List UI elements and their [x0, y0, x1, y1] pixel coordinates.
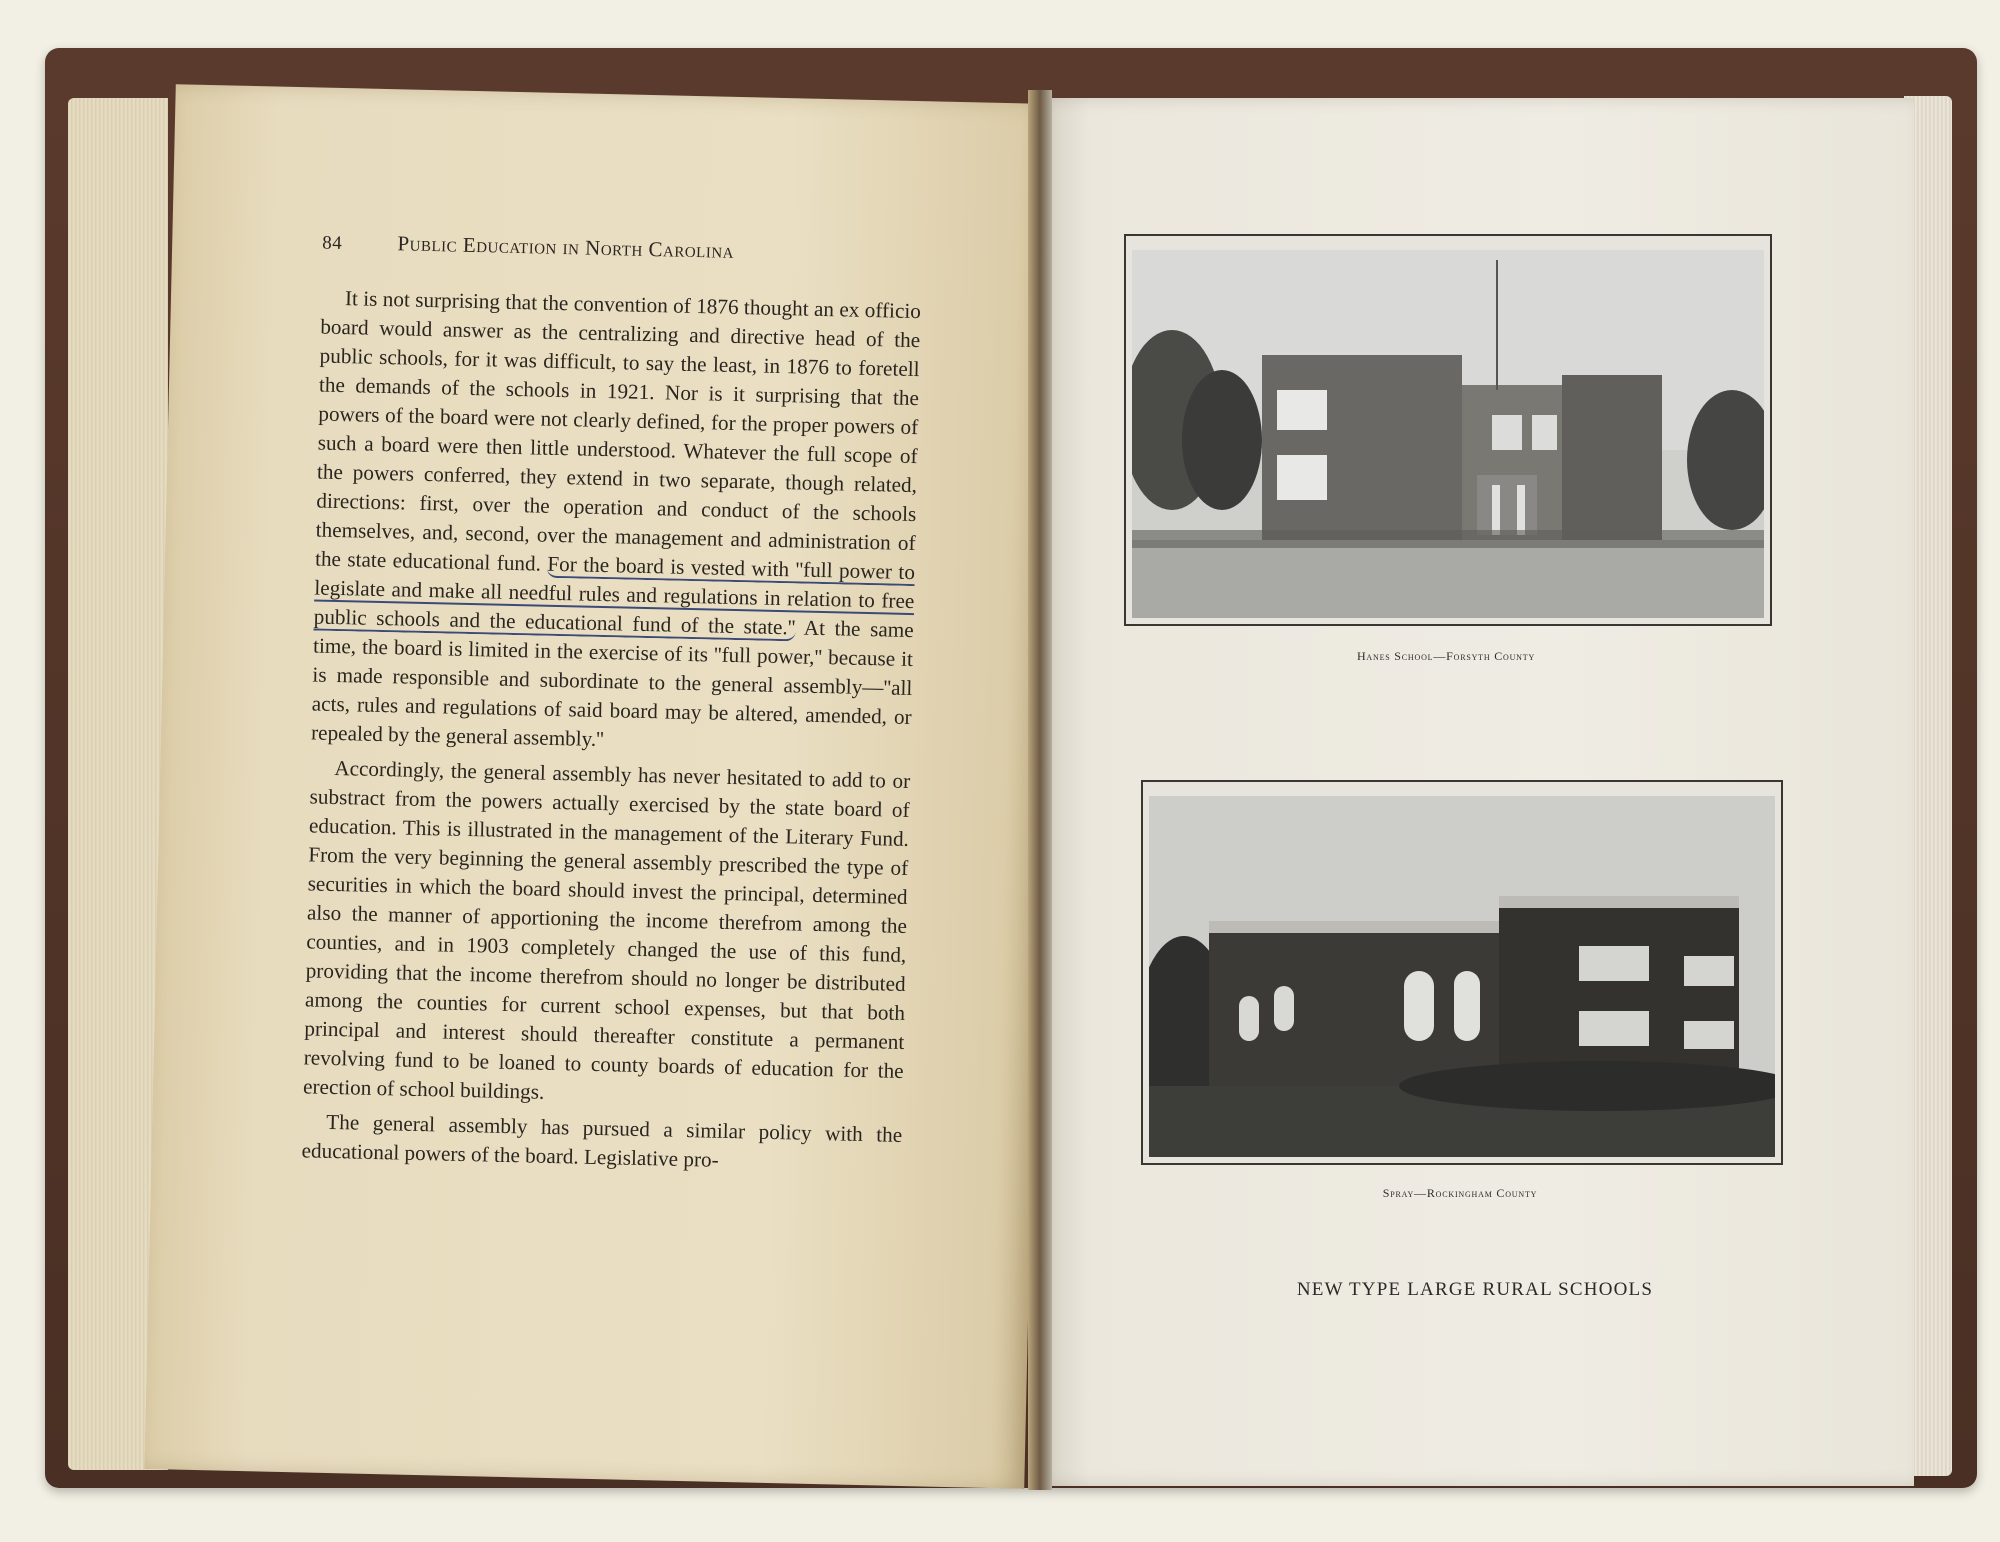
running-head — [322, 230, 922, 269]
paragraph-1-text: It is not surprising that the convention of 1876 thought an ex officio board would answer as the centralizing and directive head of the public schools, for it was difficult, to say the least, in 1876 to foretell the demands of the schools in 1921. Nor is it surprising that the powers of the board were not clearly defined, for the proper powers of such a board were then little understood. Whatever the full scope of the powers conferred, they extend in two separate, though related, directions: first, over the operation and conduct of the schools themselves, and, second, over the management and administration of the state educational fund. — [314, 286, 922, 576]
paragraph-1-continuation: At the same time, the board is limited in the exercise of its ''full power,'' because it is made responsible and subordinate to the general assembly—''all acts, rules and regulations of said board may be altered, amended, or repealed by the general assembly.'' — [310, 615, 914, 752]
photo-caption-1: Hanes School—Forsyth County — [1356, 649, 1536, 663]
school-building-illustration-2 — [1149, 796, 1775, 1157]
running-title: Public Education in North Carolina — [397, 231, 735, 263]
paragraph-2: Accordingly, the general assembly has never hesitated to add to or substract from the powers actually exercised by the state board of education. This is illustrated in the management of the Literary Fund. From the very beginning the general assembly prescribed the type of securities in which the board should invest the principal, determined also the manner of apportioning the income therefrom among the counties, and in 1903 completely changed the use of this fund, providing that the income therefrom should no longer be distributed among the counties for current school expenses, but that both principal and interest should thereafter constitute a permanent revolving fund to be loaned to county boards of education for the erection of school buildings. — [302, 755, 911, 1104]
photo-hanes-school-image — [1132, 250, 1764, 618]
paragraph-3: The general assembly has pursued a similar policy with the educational powers of the board. Legislative pro- — [301, 1109, 903, 1172]
book-gutter — [1028, 90, 1052, 1490]
photo-spray-school-image — [1149, 796, 1775, 1157]
underlined-passage: For the board is vested with ''full power to legislate and make all needful rules and regulations in relation to free public schools and the educational fund of the state.'' — [313, 551, 916, 640]
photo-hanes-school — [1124, 234, 1772, 626]
school-building-illustration — [1132, 250, 1764, 618]
photo-spray-school — [1141, 780, 1783, 1165]
body-text — [301, 284, 921, 1185]
page-number: 84 — [322, 232, 343, 255]
plate-title: NEW TYPE LARGE RURAL SCHOOLS — [1296, 1279, 1654, 1300]
photo-caption-2: Spray—Rockingham County — [1382, 1186, 1538, 1200]
paragraph-1 — [311, 284, 921, 761]
left-page — [144, 84, 1055, 1489]
